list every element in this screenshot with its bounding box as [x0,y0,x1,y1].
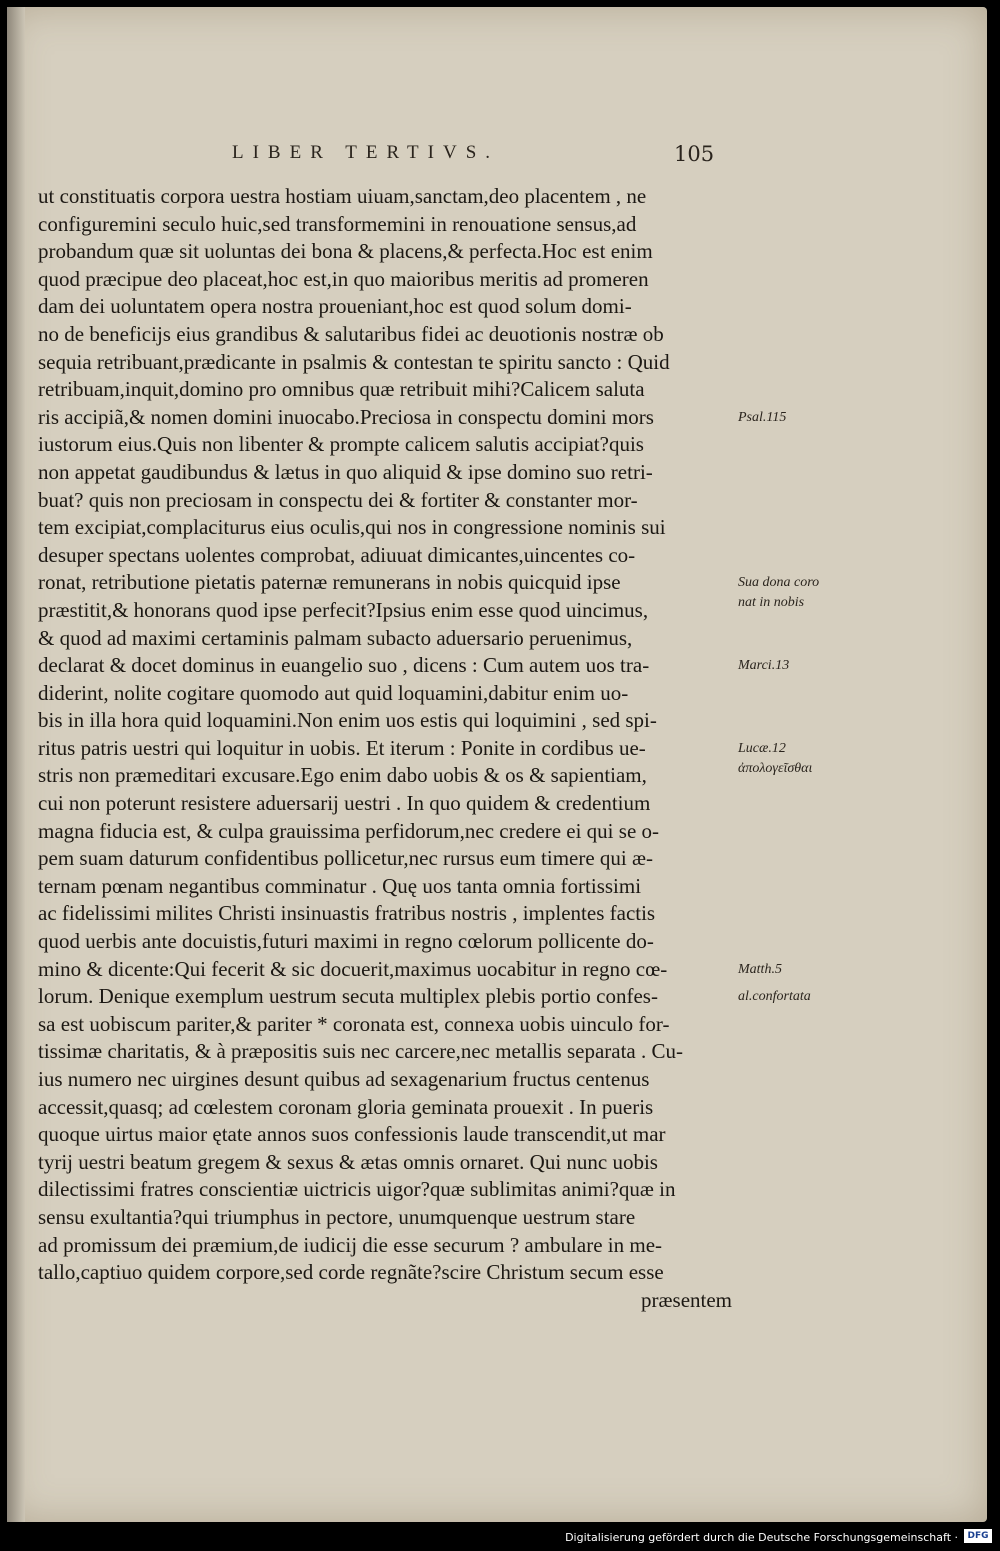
text-line: tallo,captiuo quidem corpore,sed corde regnãte?scire Christum secum esse [38,1260,664,1285]
text-line: configuremini seculo huic,sed transformemini in renouatione sensus,ad [38,211,637,236]
text-line: quoque uirtus maior ętate annos suos confessionis laude transcendit,ut mar [38,1122,666,1147]
dfg-logo: DFG [964,1529,992,1543]
text-line: & quod ad maximi certaminis palmam subacto aduersario peruenimus, [38,625,633,650]
text-line: sensu exultantia?qui triumphus in pectore, unumquenque uestrum stare [38,1204,636,1229]
text-line: tissimæ charitatis, & à præpositis suis nec carcere,nec metallis separata . Cu- [38,1039,683,1064]
text-line: desuper spectans uolentes comprobat, adiuuat dimicantes,uincentes co- [38,542,636,567]
body-text [38,183,732,1314]
text-line: mino & dicente:Qui fecerit & sic docuerit,maximus uocabitur in regno cœ- [38,956,668,981]
text-line: retribuam,inquit,domino pro omnibus quæ retribuit mihi?Calicem saluta [38,377,645,402]
text-line: buat? quis non preciosam in conspectu dei & fortiter & constanter mor- [38,487,638,512]
text-line: tyrij uestri beatum gregem & sexus & ætas omnis ornaret. Qui nunc uobis [38,1149,658,1174]
text-line: sa est uobiscum pariter,& pariter * coronata est, connexa uobis uinculo for- [38,1011,670,1036]
catchword: præsentem [641,1287,732,1312]
text-line: tem excipiat,complaciturus eius oculis,qui nos in congressione nominis sui [38,515,666,540]
footer-credit: Digitalisierung gefördert durch die Deutsche Forschungsgemeinschaft · [565,1531,958,1544]
text-line: præstitit,& honorans quod ipse perfecit?Ipsius enim esse quod uincimus, [38,597,649,622]
margin-note: Psal.115 [738,409,787,425]
text-line: ternam pœnam negantibus comminatur . Quę uos tanta omnia fortissimi [38,873,642,898]
text-line: lorum. Denique exemplum uestrum secuta multiplex plebis portio confes- [38,984,658,1009]
text-line: pem suam daturum confidentibus pollicetur,nec rursus eum timere qui æ- [38,846,654,871]
text-line: dilectissimi fratres conscientiæ uictricis uigor?quæ sublimitas animi?quæ in [38,1177,676,1202]
text-line: diderint, nolite cogitare quomodo aut quid loquamini,dabitur enim uo- [38,680,629,705]
page-number: 105 [674,142,715,166]
margin-note: Sua dona coro nat in nobis [738,575,820,611]
text-line: ius numero nec uirgines desunt quibus ad sexagenarium fructus centenus [38,1067,650,1091]
text-line: ronat, retributione pietatis paternæ remunerans in nobis quicquid ipse [38,570,621,595]
text-line: non appetat gaudibundus & lætus in quo aliquid & ipse domino suo retri- [38,459,653,484]
page-gutter-shadow [7,7,25,1522]
margin-note: al.confortata [738,989,811,1005]
text-line: ut constituatis corpora uestra hostiam uiuam,sanctam,deo placentem , ne [38,184,647,208]
text-line: accessit,quasq; ad cœlestem coronam gloria geminata prouexit . In pueris [38,1094,654,1119]
text-line: declarat & docet dominus in euangelio suo , dicens : Cum autem uos tra- [38,653,650,678]
text-line: dam dei uoluntatem opera nostra proueniant,hoc est quod solum domi- [38,294,632,319]
text-line: sequia retribuant,prædicante in psalmis & contestan te spiritu sancto : Quid [38,349,670,374]
text-line: stris non præmeditari excusare.Ego enim dabo uobis & os & sapientiam, [38,763,647,788]
text-line: iustorum eius.Quis non libenter & prompte calicem salutis accipiat?quis [38,432,644,457]
text-line: bis in illa hora quid loquamini.Non enim uos estis qui loquimini , sed spi- [38,708,657,733]
margin-note: Matth.5 [738,961,782,977]
text-line: ac fidelissimi milites Christi insinuastis fratribus nostris , implentes factis [38,901,656,926]
text-line: quod præcipue deo placeat,hoc est,in quo maioribus meritis ad promeren [38,266,649,291]
text-line: probandum quæ sit uoluntas dei bona & placens,& perfecta.Hoc est enim [38,239,653,264]
margin-note: Lucæ.12 ἀπολογεῖσθαι [738,741,813,776]
text-line: quod uerbis ante docuistis,futuri maximi in regno cœlorum pollicente do- [38,929,654,954]
text-line: cui non poterunt resistere aduersarij uestri . In quo quidem & credentium [38,791,651,816]
text-line: magna fiducia est, & culpa grauissima perfidorum,nec credere ei qui se o- [38,818,660,843]
text-line: no de beneficijs eius grandibus & salutaribus fidei ac deuotionis nostræ ob [38,321,664,346]
text-line: ad promissum dei præmium,de iudicij die esse securum ? ambulare in me- [38,1232,663,1257]
text-line: ris accipiã,& nomen domini inuocabo.Preciosa in conspectu domini mors [38,404,654,429]
text-line: ritus patris uestri qui loquitur in uobis. Et iterum : Ponite in cordibus ue- [38,735,646,760]
running-head: LIBER TERTIVS. [232,142,500,163]
margin-note: Marci.13 [738,658,790,674]
